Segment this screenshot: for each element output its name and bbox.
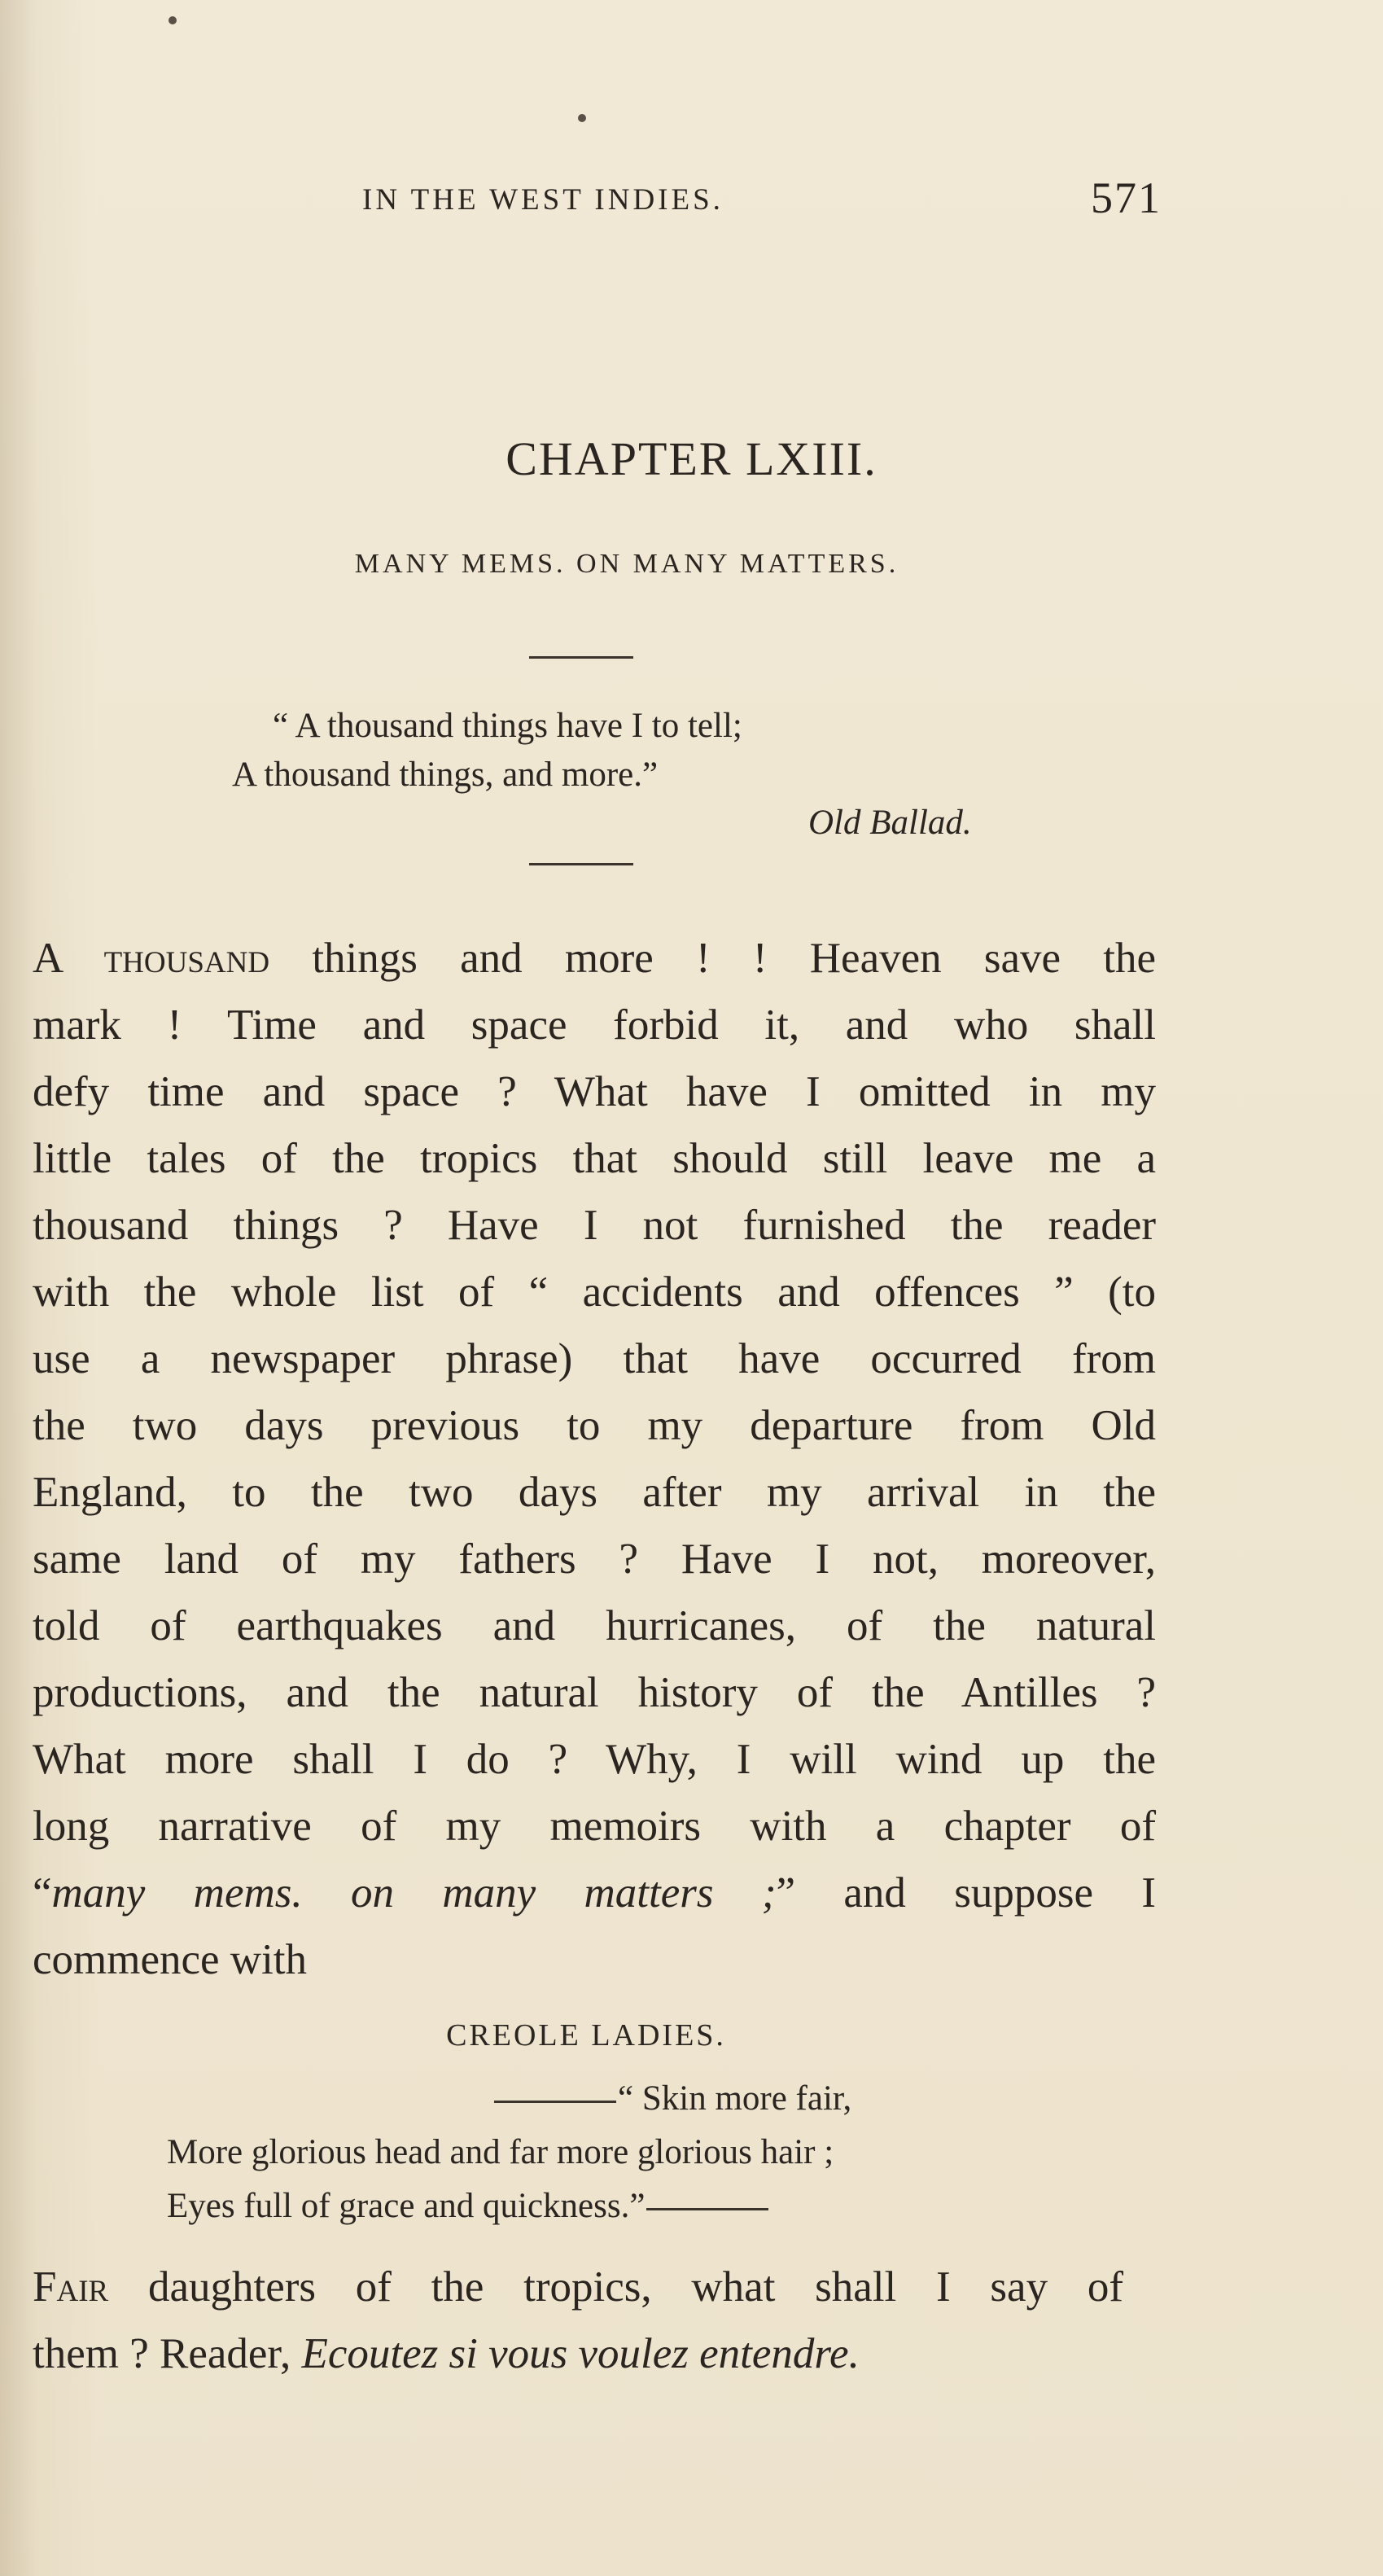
verse-line: [167, 2072, 1062, 2126]
text-line: [33, 2320, 1123, 2387]
epigraph: [232, 702, 1046, 842]
section-heading: CREOLE LADIES.: [446, 2018, 726, 2052]
text-fragment: them ? Reader,: [33, 2330, 302, 2377]
verse-line: [167, 2180, 1062, 2233]
em-rule: [646, 2208, 768, 2210]
text-line: mark ! Time and space forbid it, and who shall: [33, 1001, 1156, 1049]
verse-line: More glorious head and far more glorious hair ;: [167, 2133, 834, 2171]
chapter-title: CHAPTER LXIII.: [505, 432, 878, 485]
italic-phrase: many mems. on many matters ;: [51, 1869, 777, 1917]
text-line: thousand things ? Have I not furnished the reader: [33, 1202, 1156, 1249]
page-number: 571: [1091, 173, 1162, 222]
divider-rule: [529, 656, 633, 659]
verse-text: Eyes full of grace and quickness.”: [167, 2187, 646, 2225]
ink-speck: [578, 114, 586, 122]
verse-text: “ Skin more fair,: [618, 2079, 852, 2118]
quote-mark: “: [33, 1869, 52, 1917]
epigraph-source: Old Ballad.: [808, 804, 972, 842]
chapter-subtitle: MANY MEMS. ON MANY MATTERS.: [354, 549, 899, 579]
italic-phrase: Ecoutez si vous voulez entendre.: [301, 2330, 860, 2377]
text-line: [33, 1860, 1156, 1926]
text-fragment: things and more ! ! Heaven save the: [269, 935, 1156, 982]
text-line: same land of my fathers ? Have I not, moreover,: [33, 1536, 1156, 1583]
text-fragment: ” and suppose I: [776, 1869, 1156, 1917]
text-line: productions, and the natural history of the Antilles ?: [33, 1669, 1156, 1716]
text-line: with the whole list of “ accidents and offences ” (to: [33, 1268, 1156, 1316]
text-line: What more shall I do ? Why, I will wind up the: [33, 1736, 1156, 1783]
page-header: [0, 173, 1383, 230]
text-line: use a newspaper phrase) that have occurred from: [33, 1335, 1156, 1382]
body-paragraph: [33, 2254, 1123, 2387]
epigraph-line: “ A thousand things have I to tell;: [273, 707, 742, 745]
text-line: told of earthquakes and hurricanes, of the natural: [33, 1602, 1156, 1649]
em-rule: [494, 2101, 616, 2103]
text-line: little tales of the tropics that should still leave me a: [33, 1135, 1156, 1182]
text-line: [33, 925, 1156, 992]
text-line: commence with: [33, 1936, 308, 1983]
divider-rule: [529, 863, 633, 865]
body-paragraph: [33, 925, 1156, 1993]
text-line: the two days previous to my departure from Old: [33, 1402, 1156, 1449]
running-head: IN THE WEST INDIES.: [362, 183, 724, 217]
small-caps-opening: A thousand: [33, 935, 270, 982]
text-line: England, to the two days after my arrival in the: [33, 1469, 1156, 1516]
text-line: [33, 2254, 1123, 2320]
small-caps-opening: Fair: [33, 2263, 109, 2311]
text-fragment: daughters of the tropics, what shall I say of: [108, 2263, 1123, 2311]
text-line: defy time and space ? What have I omitted in my: [33, 1068, 1156, 1115]
ink-speck: [168, 16, 177, 24]
text-line: long narrative of my memoirs with a chapter of: [33, 1803, 1156, 1850]
verse-quote: [167, 2072, 1062, 2233]
epigraph-line: A thousand things, and more.”: [232, 756, 659, 794]
